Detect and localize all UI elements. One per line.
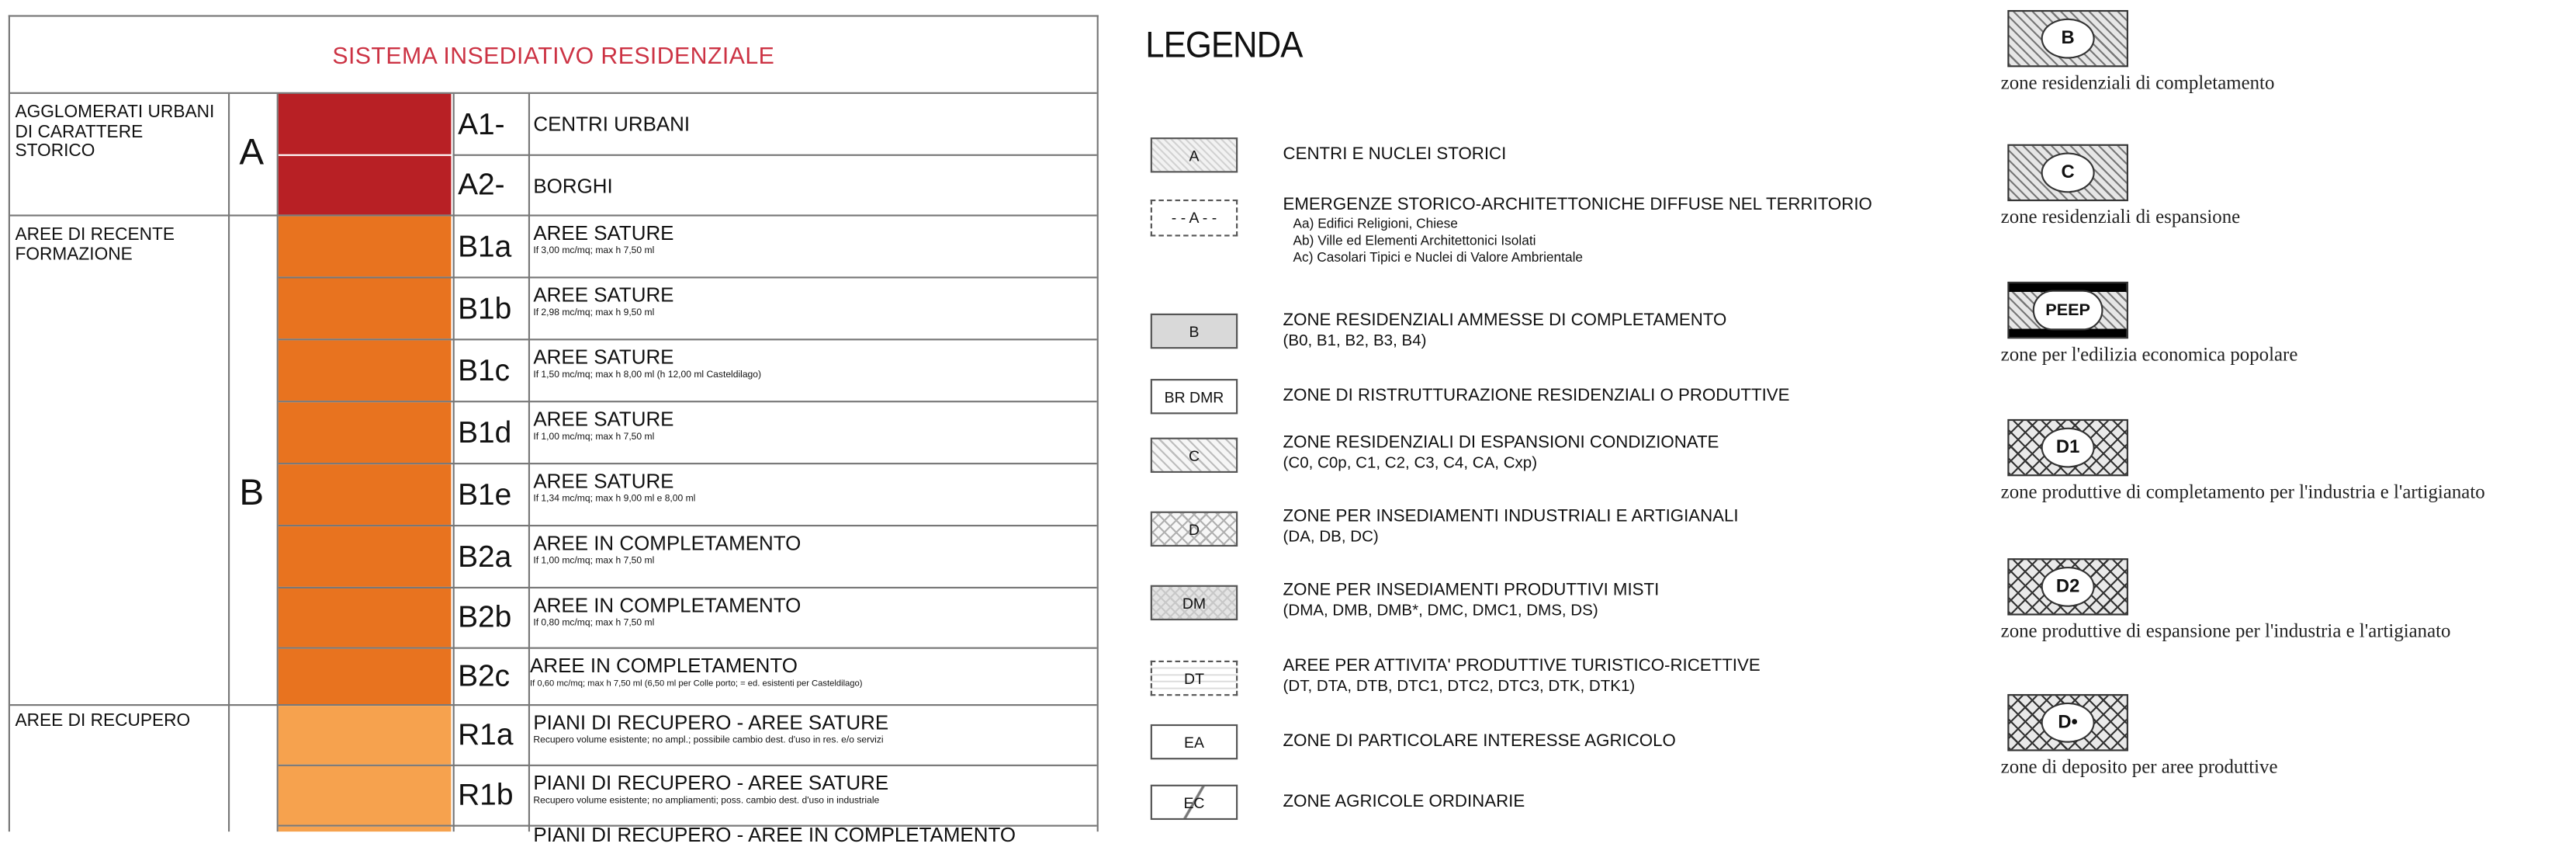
group-letter-a: A	[239, 130, 265, 173]
table-row-a1	[279, 94, 1097, 154]
zone-code: B1b	[458, 290, 512, 325]
legend-note: Ab) Ville ed Elementi Architettonici Isolati	[1293, 233, 1536, 248]
group-divider	[10, 214, 279, 216]
legend-text: ZONE DI PARTICOLARE INTERESSE AGRICOLO	[1283, 732, 1676, 752]
zone-code: A2-	[458, 167, 505, 202]
zone-caption: zone di deposito per aree produttive	[2000, 758, 2278, 779]
table-row-r1a	[279, 706, 1097, 765]
legend-text: ZONE RESIDENZIALI AMMESSE DI COMPLETAMENTO	[1283, 311, 1727, 331]
table-row-r1b	[279, 766, 1097, 825]
zone-title: PIANI DI RECUPERO - AREE SATURE	[533, 771, 889, 795]
legend-symbol: C	[1151, 438, 1238, 473]
table-row-b1b	[279, 278, 1097, 338]
zone-badge: D1	[2041, 428, 2095, 468]
zone-title: PIANI DI RECUPERO - AREE IN COMPLETAMENTO	[533, 823, 1016, 847]
table-row-r2-partial	[279, 823, 1097, 847]
legend-text: ZONE PER INSEDIAMENTI PRODUTTIVI MISTI	[1283, 581, 1660, 601]
zone-code: B1e	[458, 477, 512, 511]
zone-params: If 0,80 mc/mq; max h 7,50 ml	[533, 618, 655, 629]
group-letter-b: B	[239, 470, 265, 513]
zone-code: B2b	[458, 600, 512, 634]
group-label-a: AGGLOMERATI URBANI DI CARATTERE STORICO	[15, 102, 215, 161]
zone-code	[455, 827, 528, 831]
zone-pattern-swatch	[2007, 694, 2128, 751]
zone-code: R1a	[458, 717, 514, 752]
table-row-b1d	[279, 402, 1097, 463]
color-swatch	[279, 649, 452, 704]
table-row-b1e	[279, 464, 1097, 525]
legend-detail: (DT, DTA, DTB, DTC1, DTC2, DTC3, DTK, DTK1)	[1283, 677, 1636, 696]
legend-text: ZONE DI RISTRUTTURAZIONE RESIDENZIALI O PRODUTTIVE	[1283, 387, 1790, 406]
zone-params: If 3,00 mc/mq; max h 7,50 ml	[533, 246, 655, 257]
color-swatch	[279, 588, 452, 647]
group-label-r: AREE DI RECUPERO	[15, 710, 191, 731]
zone-caption: zone per l'edilizia economica popolare	[2000, 345, 2298, 366]
legend-text: ZONE RESIDENZIALI DI ESPANSIONI CONDIZIONATE	[1283, 434, 1719, 453]
zone-title: PIANI DI RECUPERO - AREE SATURE	[533, 710, 889, 734]
zone-params: If 1,34 mc/mq; max h 9,00 ml e 8,00 ml	[533, 495, 696, 505]
table-row-b1a	[279, 217, 1097, 277]
legend-title: LEGENDA	[1145, 23, 1303, 66]
legend-symbol: - - A - -	[1151, 200, 1238, 237]
zone-code: B1c	[458, 352, 511, 387]
legend-detail: (DA, DB, DC)	[1283, 528, 1379, 547]
legend-symbol: BR DMR	[1151, 379, 1238, 414]
zone-code: B2a	[458, 539, 512, 573]
zone-pattern-swatch	[2007, 419, 2128, 476]
zone-params: Recupero volume esistente; no ampl.; possibile cambio dest. d'uso in res. e/o servizi	[533, 736, 884, 747]
zone-pattern-swatch	[2007, 144, 2128, 201]
color-swatch	[279, 526, 452, 587]
zone-title: AREE IN COMPLETAMENTO	[533, 531, 802, 555]
zone-caption: zone residenziali di completamento	[2000, 74, 2275, 94]
legend-text: EMERGENZE STORICO-ARCHITETTONICHE DIFFUSE NEL TERRITORIO	[1283, 196, 1872, 215]
legend-symbol: DT	[1151, 661, 1238, 696]
table-title: SISTEMA INSEDIATIVO RESIDENZIALE	[10, 17, 1097, 94]
color-swatch	[279, 464, 452, 525]
color-swatch	[279, 827, 452, 831]
legend-symbol: DM	[1151, 585, 1238, 620]
table-row-b2b	[279, 588, 1097, 647]
color-swatch	[279, 156, 452, 215]
zone-title: CENTRI URBANI	[533, 112, 691, 136]
color-swatch	[279, 217, 452, 277]
grid-line	[228, 94, 230, 831]
zone-title: AREE SATURE	[533, 221, 674, 245]
table-row-b2a	[279, 526, 1097, 587]
color-swatch	[279, 340, 452, 401]
zone-caption: zone produttive di completamento per l'industria e l'artigianato	[2000, 482, 2485, 503]
zone-caption: zone produttive di espansione per l'industria e l'artigianato	[2000, 622, 2451, 643]
zone-title: AREE IN COMPLETAMENTO	[533, 593, 802, 617]
zone-title: AREE SATURE	[533, 469, 674, 493]
legend-text: ZONE PER INSEDIAMENTI INDUSTRIALI E ARTIGIANALI	[1283, 508, 1739, 527]
legend-symbol: EC	[1151, 785, 1238, 820]
zone-title: AREE SATURE	[533, 345, 674, 370]
legend-symbol: A	[1151, 137, 1238, 172]
zone-code: R1b	[458, 778, 514, 812]
zone-title: BORGHI	[533, 173, 613, 197]
legend-note: Aa) Edifici Religioni, Chiese	[1293, 216, 1458, 232]
zone-params: If 1,00 mc/mq; max h 7,50 ml	[533, 556, 655, 567]
zone-caption: zone residenziali di espansione	[2000, 207, 2241, 228]
color-swatch	[279, 278, 452, 338]
color-swatch	[279, 706, 452, 765]
zone-params: If 0,60 mc/mq; max h 7,50 ml (6,50 ml per Colle porto; = ed. esistenti per Casteldilago)	[530, 679, 863, 689]
legend-symbol: B	[1151, 314, 1238, 349]
legend-text: AREE PER ATTIVITA' PRODUTTIVE TURISTICO-RICETTIVE	[1283, 657, 1761, 676]
zone-title: AREE SATURE	[533, 407, 674, 432]
legend-symbol: D	[1151, 512, 1238, 547]
table-row-b1c	[279, 340, 1097, 401]
legend-symbol: EA	[1151, 724, 1238, 759]
color-swatch	[279, 402, 452, 463]
zone-params: Recupero volume esistente; no ampliamenti; poss. cambio dest. d'uso in industriale	[533, 796, 880, 807]
legend-note: Ac) Casolari Tipici e Nuclei di Valore Ambrientale	[1293, 249, 1584, 266]
legend-detail: (C0, C0p, C1, C2, C3, C4, CA, Cxp)	[1283, 454, 1538, 474]
zone-params: If 1,50 mc/mq; max h 8,00 ml (h 12,00 ml Casteldilago)	[533, 370, 762, 381]
zone-pattern-swatch	[2007, 282, 2128, 338]
zone-params: If 1,00 mc/mq; max h 7,50 ml	[533, 432, 655, 443]
zone-pattern-swatch	[2007, 558, 2128, 615]
zone-code: B2c	[458, 658, 511, 693]
table-row-b2c	[279, 649, 1097, 704]
color-swatch	[279, 766, 452, 825]
color-swatch	[279, 94, 452, 154]
sistema-insediativo-table	[9, 15, 1099, 847]
zone-badge: C	[2041, 153, 2095, 193]
zone-code: B1a	[458, 228, 512, 262]
group-divider	[10, 704, 279, 706]
legend-detail: (DMA, DMB, DMB*, DMC, DMC1, DMS, DS)	[1283, 602, 1598, 621]
zone-title: AREE IN COMPLETAMENTO	[530, 654, 798, 678]
zone-badge: D•	[2041, 703, 2095, 743]
zone-params: If 2,98 mc/mq; max h 9,50 ml	[533, 308, 655, 319]
zone-badge: PEEP	[2033, 290, 2103, 331]
zone-code: B1d	[458, 415, 512, 449]
legend-text: CENTRI E NUCLEI STORICI	[1283, 145, 1507, 165]
zone-badge: B	[2041, 19, 2095, 59]
zone-pattern-swatch	[2007, 10, 2128, 67]
table-row-a2	[279, 156, 1097, 215]
group-label-b: AREE DI RECENTE FORMAZIONE	[15, 224, 175, 265]
legend-detail: (B0, B1, B2, B3, B4)	[1283, 332, 1427, 351]
legend-text: ZONE AGRICOLE ORDINARIE	[1283, 793, 1525, 812]
zone-code: A1-	[458, 106, 505, 141]
zone-badge: D2	[2041, 567, 2095, 607]
zone-title: AREE SATURE	[533, 283, 674, 307]
